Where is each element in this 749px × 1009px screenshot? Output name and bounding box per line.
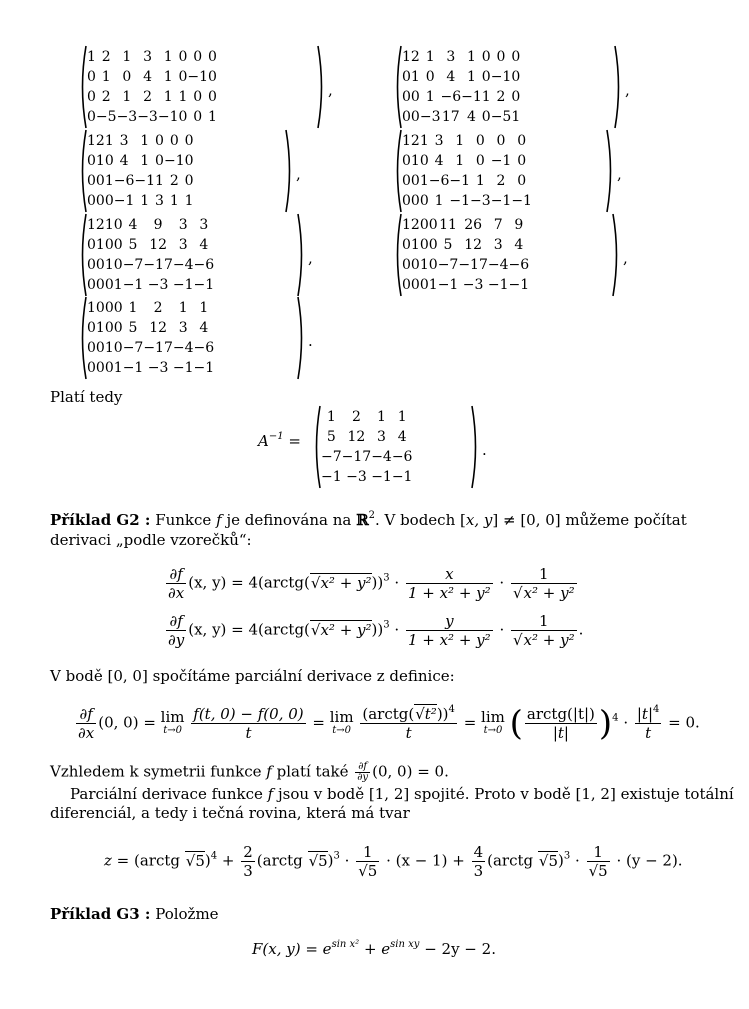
matrix-cell: 4 bbox=[514, 237, 524, 253]
matrix-punctuation: , bbox=[625, 81, 630, 99]
matrix-cell: 1 bbox=[155, 173, 164, 189]
matrix-cell: −1 bbox=[490, 153, 512, 169]
right-paren bbox=[317, 45, 326, 129]
matrix-cell: 0 bbox=[402, 193, 411, 209]
matrix-cell: 0 bbox=[95, 360, 105, 376]
matrix-cell: 3 bbox=[178, 320, 188, 336]
matrix-cell: 1 bbox=[95, 320, 105, 336]
matrix-cell: 0 bbox=[402, 257, 411, 273]
matrix-cell: 0 bbox=[193, 49, 203, 65]
matrix-cell: 4 bbox=[466, 109, 476, 125]
matrix-cell: 2 bbox=[101, 49, 111, 65]
matrix-cell: −1 bbox=[508, 277, 530, 293]
matrix-cell: 1 bbox=[104, 133, 114, 149]
matrix-cell: −4 bbox=[172, 257, 194, 273]
matrix-cell: 4 bbox=[397, 429, 407, 445]
right-paren bbox=[285, 129, 294, 213]
right-paren bbox=[297, 213, 306, 297]
matrix-cell: 0 bbox=[178, 109, 188, 125]
matrix-cell: 0 bbox=[511, 89, 521, 105]
matrix-cell: −3 bbox=[147, 360, 169, 376]
matrix-cell: 0 bbox=[475, 153, 485, 169]
matrix-cell: −5 bbox=[95, 109, 117, 125]
matrix-cell: 1 bbox=[466, 49, 476, 65]
matrix-cell: 1 bbox=[95, 153, 105, 169]
matrix-cell: 3 bbox=[434, 133, 444, 149]
right-paren bbox=[606, 129, 615, 213]
matrix-cell: 1 bbox=[140, 193, 150, 209]
matrix-cell: 1 bbox=[410, 69, 420, 85]
matrix-cell: 3 bbox=[446, 49, 456, 65]
matrix-cell: 0 bbox=[95, 173, 105, 189]
matrix-cell: −1 bbox=[193, 360, 215, 376]
matrix-cell: 0 bbox=[87, 320, 96, 336]
formula-tangent-plane: z = (arctg √5)$^4$ + $\frac{2}{3}$ (arctg √5)$^3$ · $\frac{1}{√5}$ · (x − 1) + $\frac{4}{3}$ (arctg √5)$^3$ · $\frac{1}{√5}$ · (y − 2). bbox=[104, 843, 683, 880]
formula-F: F(x, $y) = e^{sin x^2} + e^{sin xy} - 2y - 2$. bbox=[252, 939, 496, 958]
matrix-cell: −1 bbox=[134, 173, 156, 189]
matrix-cell: 0 bbox=[87, 89, 96, 105]
matrix-cell: 0 bbox=[95, 257, 105, 273]
matrix-cell: 0 bbox=[113, 340, 123, 356]
matrix-cell: −6 bbox=[193, 257, 215, 273]
matrix-cell: 0 bbox=[178, 69, 188, 85]
matrix-cell: −3 bbox=[419, 109, 441, 125]
matrix-cell: 1 bbox=[87, 300, 96, 316]
matrix-cell: 0 bbox=[193, 109, 203, 125]
matrix-cell: −6 bbox=[391, 449, 413, 465]
left-paren bbox=[393, 45, 402, 129]
matrix-cell: 2 bbox=[153, 300, 163, 316]
matrix-cell: 0 bbox=[419, 193, 429, 209]
matrix-cell: 1 bbox=[101, 69, 111, 85]
matrix-cell: 1 bbox=[466, 69, 476, 85]
matrix-cell: 0 bbox=[178, 49, 188, 65]
matrix-cell: 0 bbox=[113, 257, 123, 273]
matrix-cell: 3 bbox=[199, 217, 209, 233]
matrix-cell: 0 bbox=[419, 153, 429, 169]
matrix-cell: −1 bbox=[490, 69, 512, 85]
matrix-cell: 0 bbox=[87, 237, 96, 253]
matrix-cell: 0 bbox=[155, 153, 164, 169]
matrix-punctuation: , bbox=[308, 249, 313, 267]
matrix-cell: −1 bbox=[449, 193, 471, 209]
matrix-cell: −1 bbox=[157, 109, 179, 125]
symmetry-line: Vzhledem k symetrii funkce f platí také $\frac{\partial f}{\partial y}$ (0, 0) = 0. bbox=[50, 761, 449, 783]
formula-df-dx: $\frac{\partial f}{\partial x}$ (x, y) = 4(arctg(√x² + y²))$^3$ · $\frac{x}{\text{1 + x² + y²}}$ · $\frac{1}{\text{√x² + y²}}$ bbox=[168, 565, 575, 602]
matrix-cell: 0 bbox=[208, 69, 217, 85]
matrix-punctuation: . bbox=[308, 332, 313, 350]
g3-label: Příklad G3 : bbox=[50, 905, 151, 923]
matrix-cell: −6 bbox=[193, 340, 215, 356]
matrix-cell: 1 bbox=[397, 409, 407, 425]
matrix-cell: 1 bbox=[199, 300, 209, 316]
matrix-cell: 0 bbox=[104, 237, 114, 253]
left-paren bbox=[78, 296, 87, 380]
matrix-cell: −3 bbox=[346, 469, 367, 485]
matrix-cell: 1 bbox=[113, 360, 123, 376]
matrix-cell: 1 bbox=[419, 173, 429, 189]
matrix-cell: 0 bbox=[517, 153, 527, 169]
matrix-cell: −6 bbox=[440, 89, 462, 105]
left-paren bbox=[393, 213, 402, 297]
matrix-cell: −1 bbox=[487, 277, 509, 293]
matrix-cell: 1 bbox=[481, 89, 491, 105]
matrix-cell: 4 bbox=[199, 237, 209, 253]
matrix-cell: −4 bbox=[371, 449, 392, 465]
matrix-cell: 0 bbox=[104, 300, 114, 316]
matrix-cell: 3 bbox=[178, 237, 188, 253]
matrix-cell: 0 bbox=[184, 133, 194, 149]
matrix-cell: 2 bbox=[95, 217, 105, 233]
matrix-cell: 7 bbox=[493, 217, 503, 233]
matrix-cell: 5 bbox=[443, 237, 453, 253]
matrix-cell: 1 bbox=[140, 153, 150, 169]
matrix-cell: −3 bbox=[116, 109, 138, 125]
left-paren bbox=[78, 213, 87, 297]
matrix-cell: 0 bbox=[402, 89, 411, 105]
matrix-cell: −1 bbox=[187, 69, 209, 85]
matrix-cell: 1 bbox=[410, 153, 420, 169]
matrix-cell: 4 bbox=[446, 69, 456, 85]
matrix-cell: 12 bbox=[464, 237, 483, 253]
matrix-cell: 0 bbox=[419, 277, 429, 293]
matrix-cell: 1 bbox=[428, 277, 438, 293]
matrix-cell: −7 bbox=[437, 257, 459, 273]
matrix-cell: −1 bbox=[193, 277, 215, 293]
matrix-cell: 0 bbox=[410, 89, 420, 105]
matrix-cell: 1 bbox=[410, 237, 420, 253]
matrix-cell: 0 bbox=[87, 360, 96, 376]
left-paren bbox=[78, 45, 87, 129]
matrix-cell: 0 bbox=[87, 109, 96, 125]
matrix-cell: 4 bbox=[434, 153, 444, 169]
matrix-cell: 4 bbox=[143, 69, 152, 85]
matrix-cell: 0 bbox=[481, 109, 491, 125]
matrix-cell: 1 bbox=[511, 109, 521, 125]
matrix-cell: 1 bbox=[184, 193, 194, 209]
matrix-cell: 5 bbox=[326, 429, 336, 445]
matrix-cell: 0 bbox=[87, 173, 96, 189]
matrix-cell: −1 bbox=[163, 153, 185, 169]
matrix-cell: 4 bbox=[199, 320, 209, 336]
matrix-cell: 0 bbox=[511, 49, 521, 65]
matrix-cell: 0 bbox=[87, 277, 96, 293]
matrix-cell: 0 bbox=[511, 69, 521, 85]
right-paren bbox=[297, 296, 306, 380]
matrix-cell: 9 bbox=[514, 217, 524, 233]
matrix-cell: 1 bbox=[87, 217, 96, 233]
plati-tedy-text: Platí tedy bbox=[50, 388, 123, 406]
matrix-cell: 0 bbox=[410, 277, 420, 293]
matrix-cell: 3 bbox=[119, 133, 129, 149]
matrix-cell: −1 bbox=[122, 360, 144, 376]
matrix-cell: 12 bbox=[149, 237, 168, 253]
inverse-lhs: $A^{-1}$ = bbox=[258, 431, 301, 450]
g3-intro: Příklad G3 : Položme bbox=[50, 905, 219, 923]
matrix-cell: 0 bbox=[428, 217, 438, 233]
matrix-cell: −4 bbox=[487, 257, 509, 273]
matrix-cell: 11 bbox=[439, 217, 457, 233]
matrix-cell: 0 bbox=[402, 237, 411, 253]
matrix-cell: 0 bbox=[402, 277, 411, 293]
left-paren bbox=[312, 405, 321, 489]
matrix-cell: 0 bbox=[104, 277, 114, 293]
matrix-cell: 0 bbox=[193, 89, 203, 105]
matrix-cell: 0 bbox=[517, 133, 527, 149]
matrix-cell: 0 bbox=[95, 193, 105, 209]
matrix-cell: 1 bbox=[425, 89, 435, 105]
matrix-cell: 0 bbox=[496, 133, 506, 149]
matrix-punctuation: , bbox=[617, 165, 622, 183]
matrix-cell: 3 bbox=[143, 49, 152, 65]
matrix-cell: 0 bbox=[402, 69, 411, 85]
matrix-cell: −4 bbox=[172, 340, 194, 356]
matrix-cell: 0 bbox=[155, 133, 164, 149]
matrix-cell: 2 bbox=[496, 173, 506, 189]
matrix-cell: −1 bbox=[371, 469, 392, 485]
matrix-cell: 0 bbox=[402, 173, 411, 189]
matrix-cell: 0 bbox=[104, 153, 114, 169]
matrix-cell: 3 bbox=[155, 193, 164, 209]
matrix-cell: −1 bbox=[122, 277, 144, 293]
matrix-cell: −1 bbox=[172, 360, 194, 376]
matrix-cell: 0 bbox=[122, 69, 132, 85]
matrix-cell: 1 bbox=[208, 109, 217, 125]
matrix-cell: 4 bbox=[119, 153, 129, 169]
matrix-cell: −1 bbox=[461, 89, 482, 105]
matrix-cell: 2 bbox=[351, 409, 361, 425]
matrix-cell: 1 bbox=[402, 217, 411, 233]
matrix-cell: −7 bbox=[122, 257, 144, 273]
matrix-cell: 1 bbox=[377, 409, 386, 425]
matrix-cell: −1 bbox=[511, 193, 532, 209]
matrix-cell: 1 bbox=[434, 193, 444, 209]
matrix-cell: 17 bbox=[441, 109, 460, 125]
matrix-cell: −1 bbox=[490, 193, 512, 209]
matrix-cell: 0 bbox=[481, 49, 491, 65]
matrix-cell: 0 bbox=[87, 193, 96, 209]
matrix-cell: 0 bbox=[419, 237, 429, 253]
matrix-cell: 1 bbox=[402, 49, 411, 65]
continuity-line1: Parciální derivace funkce f jsou v bodě [1, 2] spojité. Proto v bodě [1, 2] existuje totální bbox=[70, 785, 734, 803]
matrix-cell: 0 bbox=[87, 153, 96, 169]
formula-limit-definition: $\frac{\partial f}{\partial x}$ (0, 0) = lim t→0 $\frac{f(t, 0) - f(0, 0)}{t}$ = lim t→0 $\frac{(arctg(√t^2))^4}{t}$ = lim t→0 ( $\frac{\text{arctg(|t|)}}{|t|}$ )$^4$ · $\frac{|t|^4}{t}$ = 0. bbox=[78, 703, 700, 744]
matrix-cell: −1 bbox=[113, 193, 135, 209]
matrix-cell: 1 bbox=[178, 89, 188, 105]
matrix-cell: −1 bbox=[321, 469, 342, 485]
matrix-cell: 4 bbox=[128, 217, 138, 233]
matrix-cell: 0 bbox=[402, 153, 411, 169]
matrix-cell: 0 bbox=[428, 237, 438, 253]
matrix-cell: −6 bbox=[508, 257, 530, 273]
matrix-cell: 1 bbox=[455, 153, 465, 169]
matrix-cell: 0 bbox=[95, 340, 105, 356]
matrix-punctuation: . bbox=[482, 441, 487, 459]
matrix-cell: 1 bbox=[87, 133, 96, 149]
matrix-cell: 1 bbox=[104, 340, 114, 356]
matrix-cell: 5 bbox=[128, 237, 138, 253]
matrix-cell: −6 bbox=[113, 173, 135, 189]
matrix-cell: −17 bbox=[458, 257, 488, 273]
matrix-cell: 0 bbox=[208, 89, 217, 105]
matrix-cell: −5 bbox=[490, 109, 512, 125]
matrix-cell: 1 bbox=[402, 133, 411, 149]
matrix-cell: 0 bbox=[184, 173, 194, 189]
matrix-cell: 0 bbox=[419, 217, 429, 233]
matrix-cell: −3 bbox=[137, 109, 158, 125]
matrix-cell: 1 bbox=[95, 237, 105, 253]
left-paren bbox=[393, 129, 402, 213]
matrix-cell: 3 bbox=[178, 217, 188, 233]
matrix-cell: 1 bbox=[122, 89, 132, 105]
matrix-cell: 0 bbox=[475, 133, 485, 149]
matrix-cell: 1 bbox=[419, 257, 429, 273]
matrix-cell: 0 bbox=[87, 340, 96, 356]
matrix-cell: 1 bbox=[104, 257, 114, 273]
matrix-cell: 3 bbox=[377, 429, 386, 445]
matrix-cell: 2 bbox=[410, 133, 420, 149]
matrix-cell: 0 bbox=[208, 49, 217, 65]
matrix-cell: −3 bbox=[470, 193, 491, 209]
matrix-cell: 2 bbox=[143, 89, 152, 105]
matrix-cell: 0 bbox=[104, 320, 114, 336]
matrix-cell: 0 bbox=[496, 49, 506, 65]
matrix-cell: 1 bbox=[163, 69, 173, 85]
matrix-cell: 1 bbox=[455, 133, 465, 149]
matrix-cell: 0 bbox=[87, 69, 96, 85]
matrix-cell: 9 bbox=[153, 217, 163, 233]
matrix-cell: 0 bbox=[410, 193, 420, 209]
matrix-cell: 12 bbox=[149, 320, 168, 336]
matrix-cell: 26 bbox=[464, 217, 483, 233]
matrix-cell: −3 bbox=[462, 277, 484, 293]
matrix-cell: −17 bbox=[143, 340, 173, 356]
matrix-cell: 1 bbox=[169, 193, 179, 209]
matrix-cell: 1 bbox=[87, 49, 96, 65]
definition-line: V bodě [0, 0] spočítáme parciální derivace z definice: bbox=[50, 667, 455, 685]
matrix-cell: 0 bbox=[95, 300, 105, 316]
matrix-cell: 2 bbox=[169, 173, 179, 189]
matrix-cell: 2 bbox=[101, 89, 111, 105]
matrix-cell: 1 bbox=[104, 217, 114, 233]
matrix-cell: 12 bbox=[347, 429, 366, 445]
matrix-cell: 1 bbox=[140, 133, 150, 149]
matrix-cell: 1 bbox=[425, 49, 435, 65]
matrix-cell: 2 bbox=[95, 133, 105, 149]
matrix-cell: 0 bbox=[410, 173, 420, 189]
matrix-cell: −7 bbox=[122, 340, 144, 356]
matrix-cell: 0 bbox=[481, 69, 491, 85]
matrix-cell: 0 bbox=[410, 109, 420, 125]
matrix-cell: 0 bbox=[104, 193, 114, 209]
matrix-cell: 1 bbox=[163, 89, 173, 105]
matrix-punctuation: , bbox=[296, 165, 301, 183]
matrix-cell: 0 bbox=[104, 360, 114, 376]
matrix-cell: 5 bbox=[128, 320, 138, 336]
matrix-cell: 0 bbox=[113, 217, 123, 233]
matrix-cell: 0 bbox=[425, 69, 435, 85]
formula-df-dy: $\frac{\partial f}{\partial y}$ (x, y) = 4(arctg(√x² + y²))$^3$ · $\frac{y}{\text{1 + x² + y²}}$ · $\frac{1}{\text{√x² + y²}}$ . bbox=[168, 612, 584, 649]
matrix-cell: 0 bbox=[517, 173, 527, 189]
matrix-cell: −6 bbox=[428, 173, 450, 189]
matrix-cell: 1 bbox=[475, 173, 485, 189]
matrix-cell: 1 bbox=[178, 300, 188, 316]
matrix-cell: 0 bbox=[410, 257, 420, 273]
matrix-cell: −7 bbox=[321, 449, 342, 465]
right-paren bbox=[614, 45, 623, 129]
matrix-cell: −3 bbox=[147, 277, 169, 293]
matrix-cell: 0 bbox=[113, 320, 123, 336]
matrix-cell: 0 bbox=[113, 300, 123, 316]
right-paren bbox=[471, 405, 480, 489]
matrix-cell: 1 bbox=[326, 409, 336, 425]
matrix-cell: −1 bbox=[391, 469, 413, 485]
matrix-punctuation: , bbox=[328, 81, 333, 99]
matrix-cell: 2 bbox=[410, 217, 420, 233]
matrix-cell: 0 bbox=[87, 257, 96, 273]
matrix-punctuation: , bbox=[623, 249, 628, 267]
continuity-line2: diferenciál, a tedy i tečná rovina, která má tvar bbox=[50, 804, 410, 822]
matrix-cell: 0 bbox=[184, 153, 194, 169]
matrix-cell: 1 bbox=[128, 300, 138, 316]
matrix-cell: 2 bbox=[410, 49, 420, 65]
g2-label: Příklad G2 : bbox=[50, 511, 151, 529]
matrix-cell: 2 bbox=[496, 89, 506, 105]
matrix-cell: 3 bbox=[493, 237, 503, 253]
matrix-cell: 0 bbox=[113, 237, 123, 253]
g2-intro-line1: Příklad G2 : Funkce f je definována na ℝ$^2$. V bodech [x, y] ≠ [0, 0] můžeme počítat bbox=[50, 510, 687, 529]
matrix-cell: −17 bbox=[143, 257, 173, 273]
matrix-cell: −1 bbox=[449, 173, 471, 189]
matrix-cell: 1 bbox=[163, 49, 173, 65]
matrix-cell: 1 bbox=[104, 173, 114, 189]
matrix-cell: 1 bbox=[113, 277, 123, 293]
right-paren bbox=[612, 213, 621, 297]
matrix-cell: 0 bbox=[95, 277, 105, 293]
matrix-cell: −1 bbox=[172, 277, 194, 293]
left-paren bbox=[78, 129, 87, 213]
matrix-cell: 0 bbox=[402, 109, 411, 125]
matrix-cell: −1 bbox=[437, 277, 459, 293]
matrix-cell: 0 bbox=[169, 133, 179, 149]
matrix-cell: 0 bbox=[428, 257, 438, 273]
matrix-cell: 1 bbox=[419, 133, 429, 149]
matrix-cell: 1 bbox=[122, 49, 132, 65]
g2-intro-line2: derivaci „podle vzorečků“: bbox=[50, 531, 252, 549]
matrix-cell: −17 bbox=[341, 449, 372, 465]
